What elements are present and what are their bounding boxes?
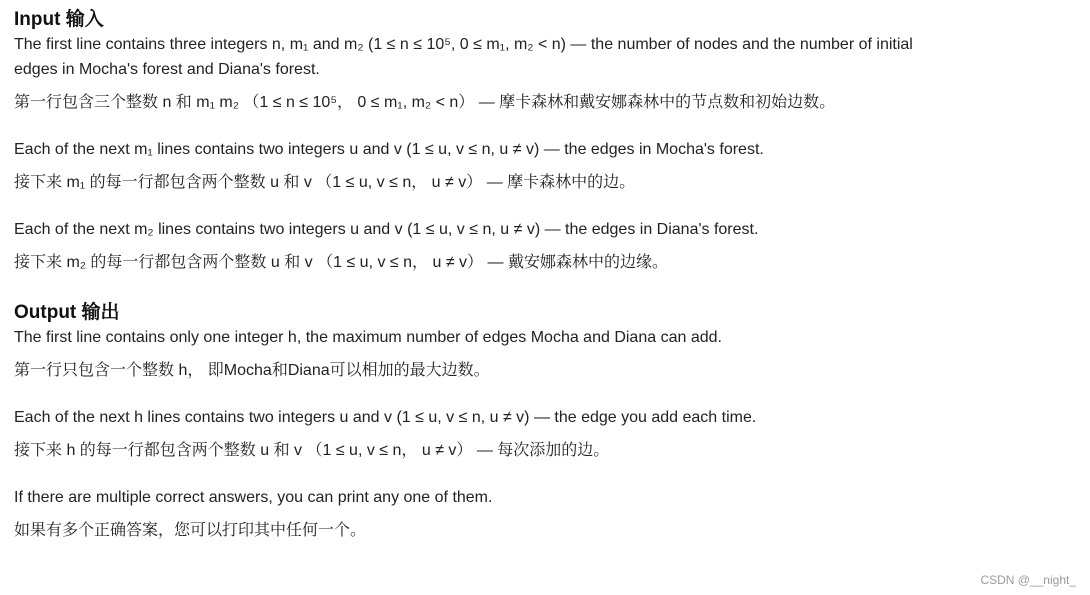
- output-en-multi: If there are multiple correct answers, you can print any one of them.: [14, 489, 493, 506]
- input-heading: Input 输入: [14, 9, 104, 30]
- input-zh-m2: 接下来 m₂ 的每一行都包含两个整数 u 和 v （1 ≤ u, v ≤ n， u ≠ v） — 戴安娜森林中的边缘。: [14, 254, 668, 271]
- input-en-m2: Each of the next m₂ lines contains two integers u and v (1 ≤ u, v ≤ n, u ≠ v) — the edges in Diana's forest.: [14, 221, 759, 238]
- input-en-m1: Each of the next m₁ lines contains two integers u and v (1 ≤ u, v ≤ n, u ≠ v) — the edges in Mocha's forest.: [14, 141, 764, 158]
- input-zh-line: 第一行包含三个整数 n 和 m₁ m₂ （1 ≤ n ≤ 10⁵， 0 ≤ m₁, m₂ < n） — 摩卡森林和戴安娜森林中的节点数和初始边数。: [14, 94, 836, 111]
- csdn-watermark: CSDN @__night_: [980, 573, 1076, 587]
- output-zh-multi: 如果有多个正确答案，您可以打印其中任何一个。: [14, 522, 367, 539]
- output-en-h: The first line contains only one integer h, the maximum number of edges Mocha and Diana can add.: [14, 329, 722, 346]
- output-zh-next: 接下来 h 的每一行都包含两个整数 u 和 v （1 ≤ u, v ≤ n， u ≠ v） — 每次添加的边。: [14, 442, 610, 459]
- problem-statement: [14, 8, 1084, 543]
- output-en-next: Each of the next h lines contains two integers u and v (1 ≤ u, v ≤ n, u ≠ v) — the edge you add each time.: [14, 409, 757, 426]
- input-en-line1: The first line contains three integers n, m₁ and m₂ (1 ≤ n ≤ 10⁵, 0 ≤ m₁, m₂ < n) — the number of nodes and the number of initial: [14, 36, 913, 53]
- input-en-line2: edges in Mocha's forest and Diana's forest.: [14, 61, 320, 78]
- input-zh-m1: 接下来 m₁ 的每一行都包含两个整数 u 和 v （1 ≤ u, v ≤ n， u ≠ v） — 摩卡森林中的边。: [14, 174, 636, 191]
- output-heading: Output 输出: [14, 302, 120, 323]
- output-zh-h: 第一行只包含一个整数 h， 即Mocha和Diana可以相加的最大边数。: [14, 362, 490, 379]
